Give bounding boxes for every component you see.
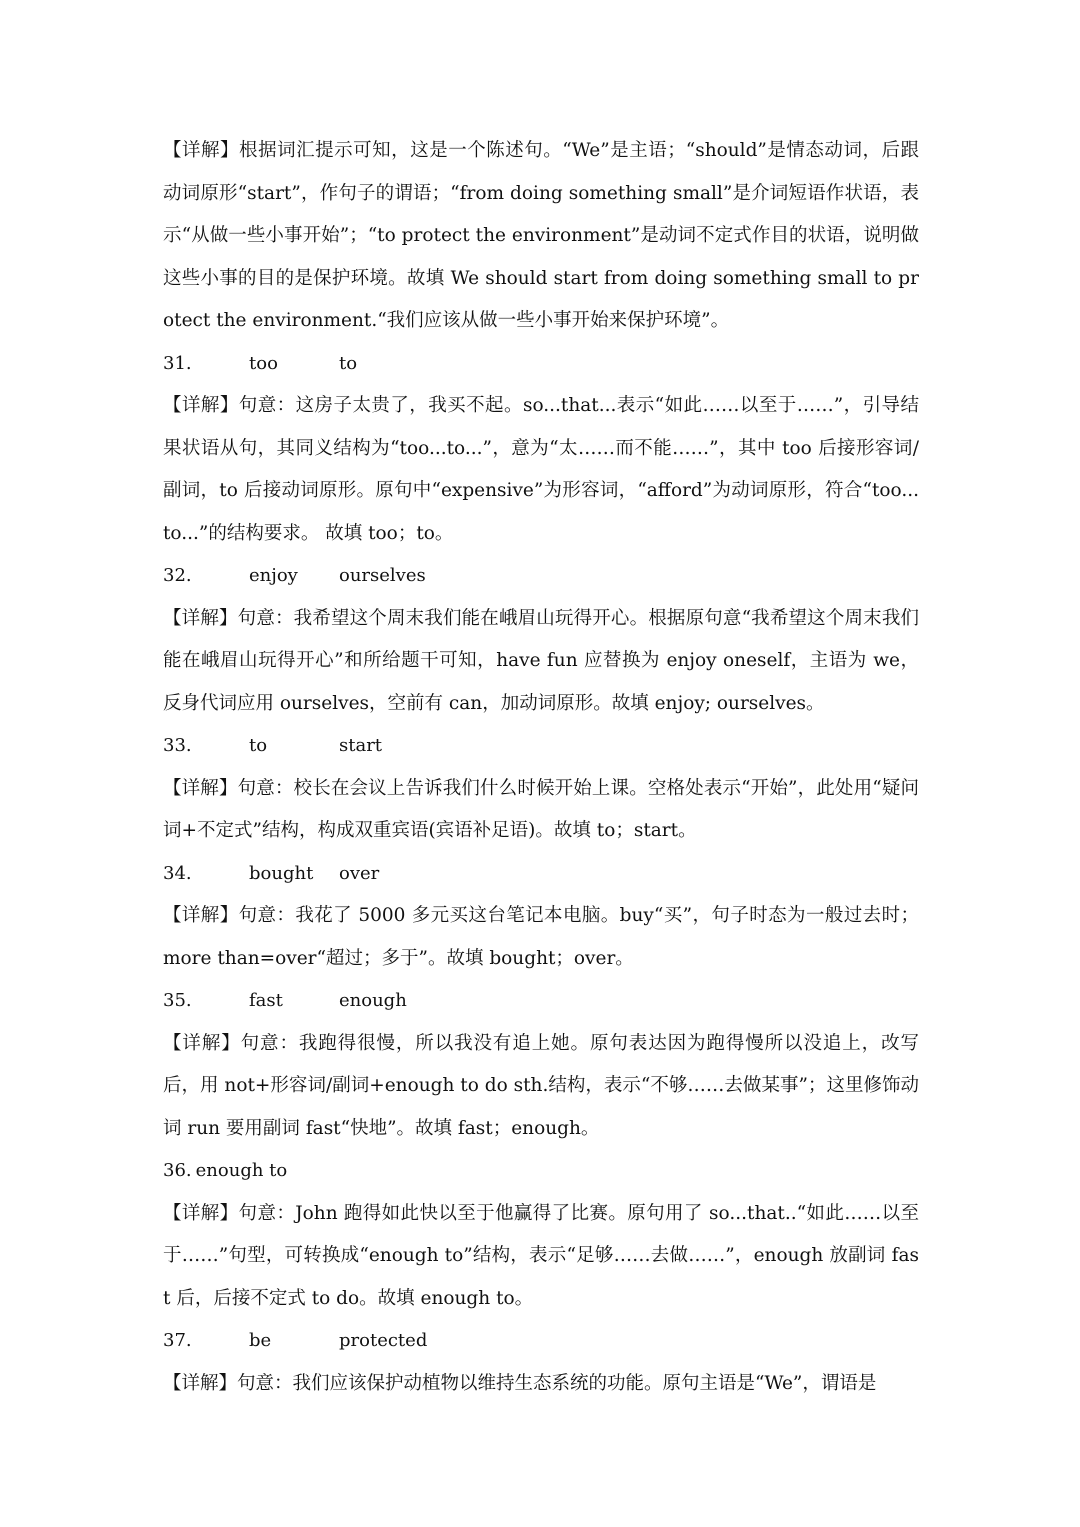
- answer-36: [163, 1150, 919, 1193]
- question-number: 32.: [163, 565, 192, 586]
- explanation-37: 【详解】句意：我们应该保护动植物以维持生态系统的功能。原句主语是“We”，谓语是: [163, 1372, 877, 1394]
- explanation-32: 【详解】句意：我希望这个周末我们能在峨眉山玩得开心。根据原句意“我希望这个周末我们能在峨眉山玩得开心”和所给题干可知，have fun 应替换为 enjoy oneself，主语为 we，反身代词应用 ourselves，空前有 can，加动词原形。故填 enjoy; ourselves。: [163, 607, 919, 714]
- answer-blank-1: to: [249, 735, 268, 756]
- answer-blank-1: bought: [249, 862, 314, 884]
- answer-blank-1: fast: [249, 990, 283, 1011]
- explanation-35: 【详解】句意：我跑得很慢，所以我没有追上她。原句表达因为跑得慢所以没追上，改写后，用 not+形容词/副词+enough to do sth.结构，表示“不够……去做某事”；这里修饰动词 run 要用副词 fast“快地”。故填 fast；enough。: [163, 1032, 919, 1139]
- question-number: 37.: [163, 1330, 192, 1351]
- question-number: 36.: [163, 1160, 192, 1181]
- answer-blank-2: enough: [339, 990, 407, 1011]
- answer-blank-2: protected: [339, 1330, 428, 1351]
- explanation-34: 【详解】句意：我花了 5000 多元买这台笔记本电脑。buy“买”，句子时态为一般过去时；more than=over“超过；多于”。故填 bought；over。: [163, 905, 919, 969]
- answer-33: [163, 725, 919, 768]
- answer-key-page: [163, 130, 919, 1405]
- question-number: 33.: [163, 735, 192, 756]
- explanation-31: 【详解】句意：这房子太贵了，我买不起。so...that...表示“如此……以至于……”，引导结果状语从句，其同义结构为“too...to...”，意为“太……而不能……”，其中 too 后接形容词/副词，to 后接动词原形。原句中“expensive”为形容词，“afford”为动词原形，符合“too...to...”的结构要求。 故填 too；to。: [163, 395, 919, 544]
- question-number: 31.: [163, 352, 192, 374]
- answer-31: [163, 343, 919, 386]
- question-number: 35.: [163, 990, 192, 1011]
- answer-blank-2: ourselves: [339, 565, 426, 586]
- answer-32: [163, 555, 919, 598]
- question-number: 34.: [163, 862, 192, 884]
- answer-blank-2: to: [339, 352, 358, 374]
- explanation-36: 【详解】句意：John 跑得如此快以至于他赢得了比赛。原句用了 so...that..“如此……以至于……”句型，可转换成“enough to”结构，表示“足够……去做……”，enough 放副词 fast 后，后接不定式 to do。故填 enough to。: [163, 1202, 919, 1309]
- explanation-30: 【详解】根据词汇提示可知，这是一个陈述句。“We”是主语；“should”是情态动词，后跟动词原形“start”，作句子的谓语；“from doing something small”是介词短语作状语，表示“从做一些小事开始”；“to protect the environment”是动词不定式作目的状语，说明做这些小事的目的是保护环境。故填 We should start from doing something small to protect the environment.“我们应该从做一些小事开始来保护环境”。: [163, 140, 919, 331]
- answer-blank-1: be: [249, 1330, 272, 1351]
- answer-blank-1: enough to: [195, 1160, 288, 1181]
- answer-35: [163, 980, 919, 1023]
- answer-37: [163, 1320, 919, 1363]
- answer-34: [163, 853, 919, 896]
- answer-blank-2: start: [339, 735, 383, 756]
- answer-blank-1: too: [249, 352, 278, 374]
- answer-blank-2: over: [339, 862, 380, 884]
- explanation-33: 【详解】句意：校长在会议上告诉我们什么时候开始上课。空格处表示“开始”，此处用“疑问词+不定式”结构，构成双重宾语(宾语补足语)。故填 to；start。: [163, 777, 919, 841]
- answer-blank-1: enjoy: [249, 565, 298, 586]
